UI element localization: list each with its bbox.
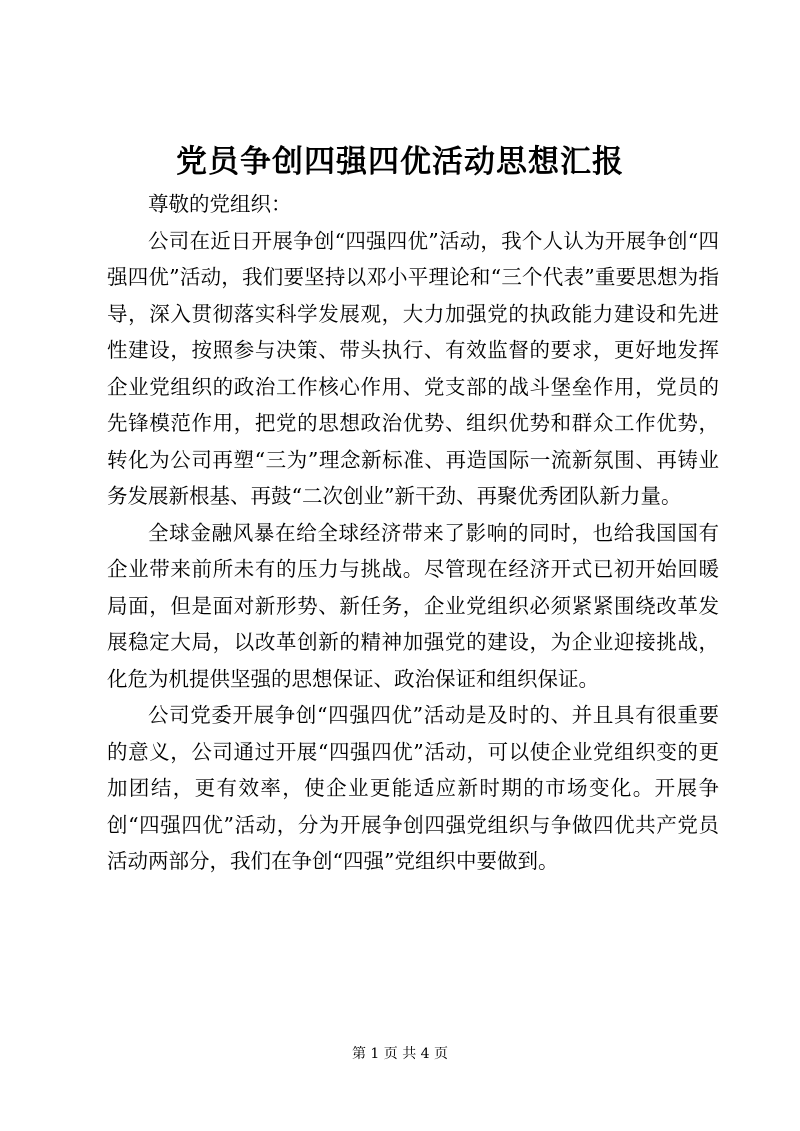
document-body xyxy=(107,186,719,880)
paragraph-1: 公司在近日开展争创“四强四优”活动，我个人认为开展争创“四强四优”活动，我们要坚持以邓小平理论和“三个代表”重要思想为指导，深入贯彻落实科学发展观，大力加强党的执政能力建设和先进性建设，按照参与决策、带头执行、有效监督的要求，更好地发挥企业党组织的政治工作核心作用、党支部的战斗堡垒作用，党员的先锋模范作用，把党的思想政治优势、组织优势和群众工作优势，转化为公司再塑“三为”理念新标准、再造国际一流新氛围、再铸业务发展新根基、再鼓“二次创业”新干劲、再聚优秀团队新力量。 xyxy=(107,228,719,508)
salutation: 尊敬的党组织： xyxy=(148,192,292,216)
paragraph-2: 全球金融风暴在给全球经济带来了影响的同时，也给我国国有企业带来前所未有的压力与挑战。尽管现在经济开式已初开始回暖局面，但是面对新形势、新任务，企业党组织必须紧紧围绕改革发展稳定大局，以改革创新的精神加强党的建设，为企业迎接挑战，化危为机提供坚强的思想保证、政治保证和组织保证。 xyxy=(107,520,719,691)
document-title: 党员争创四强四优活动思想汇报 xyxy=(176,144,624,180)
page-footer: 第 1 页 共 4 页 xyxy=(351,1046,449,1062)
paragraph-3: 公司党委开展争创“四强四优”活动是及时的、并且具有很重要的意义，公司通过开展“四强四优”活动，可以使企业党组织变的更加团结，更有效率，使企业更能适应新时期的市场变化。开展争创“四强四优”活动，分为开展争创四强党组织与争做四优共产党员活动两部分，我们在争创“四强”党组织中要做到。 xyxy=(107,703,719,873)
